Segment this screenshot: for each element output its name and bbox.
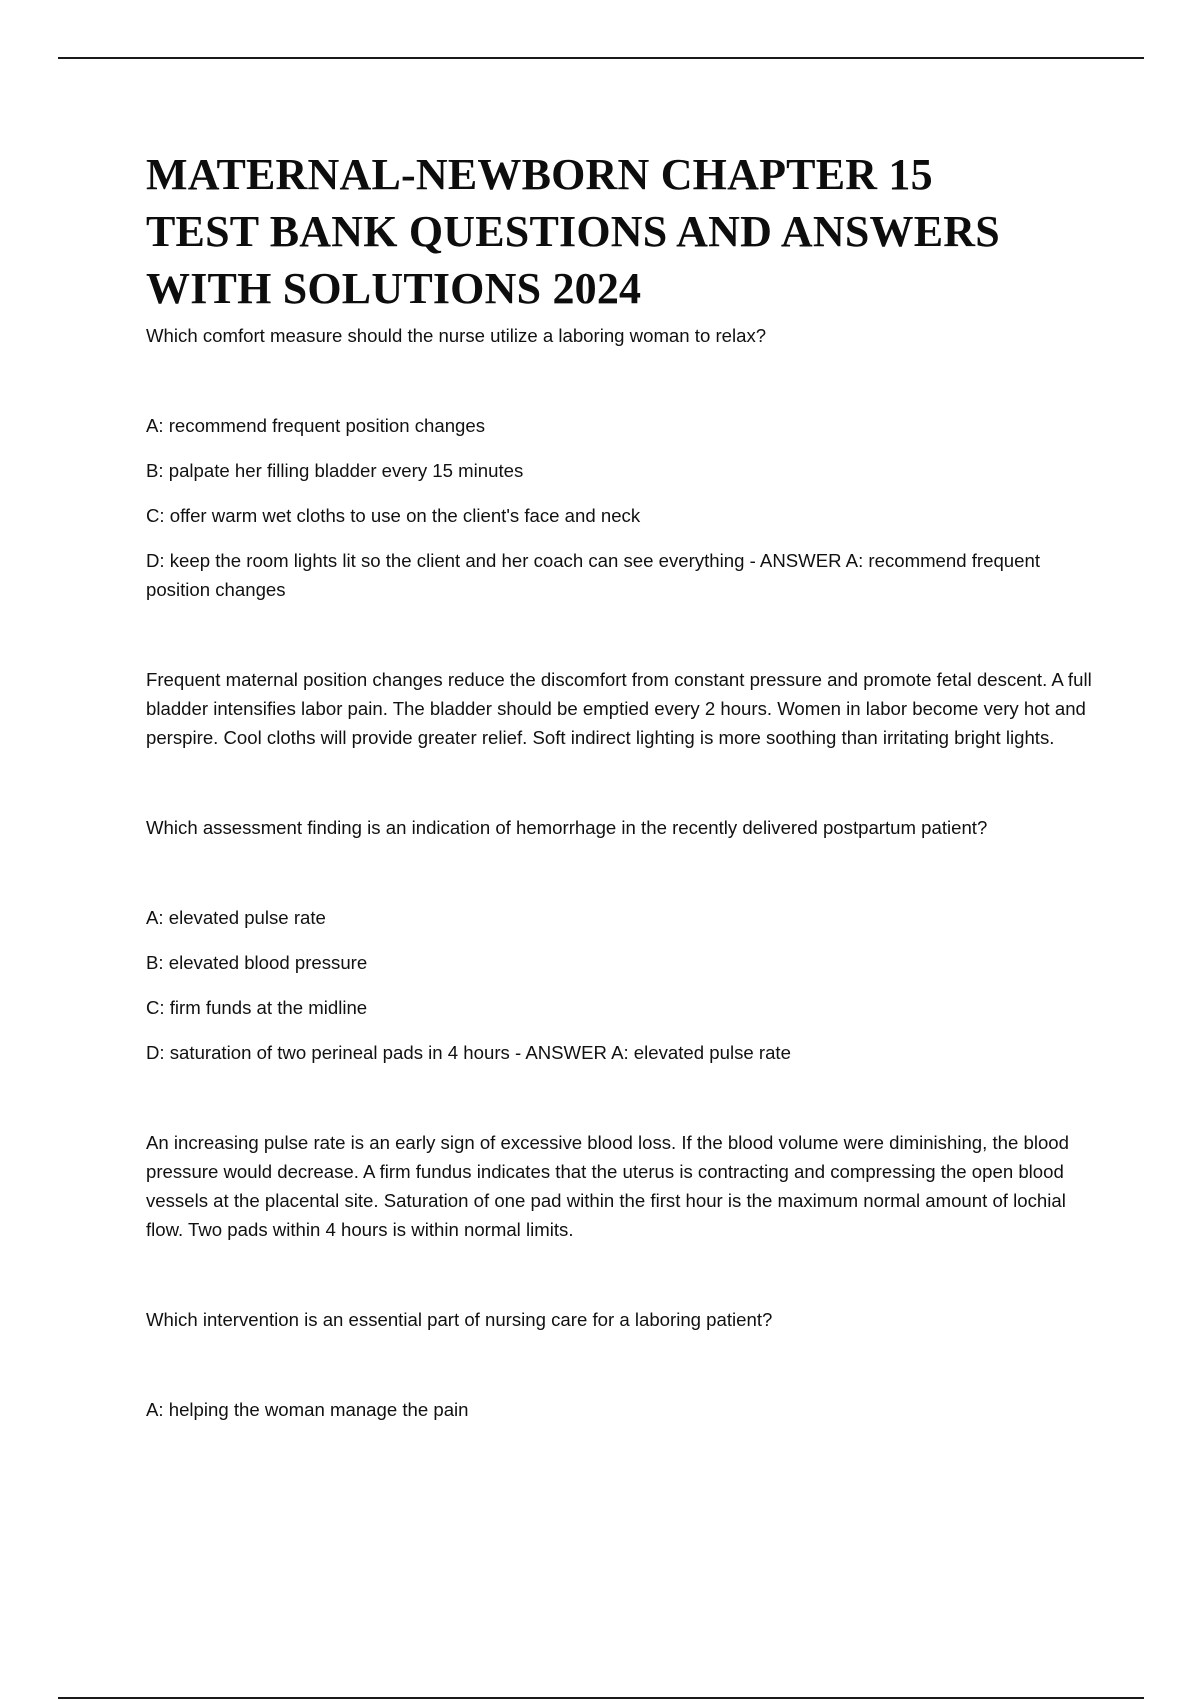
question-1-option-a: A: recommend frequent position changes [146,415,486,436]
question-2-option-a: A: elevated pulse rate [146,907,326,928]
question-2-text: Which assessment finding is an indication of hemorrhage in the recently delivered postpartum patient? [146,817,988,838]
bottom-horizontal-rule [58,1697,1144,1699]
question-2-option-d-answer: D: saturation of two perineal pads in 4 hours - ANSWER A: elevated pulse rate [146,1042,791,1063]
question-3-option-a: A: helping the woman manage the pain [146,1399,469,1420]
top-horizontal-rule [58,57,1144,59]
question-1-option-c: C: offer warm wet cloths to use on the client's face and neck [146,505,641,526]
document-title [146,146,1096,317]
question-1-option-b: B: palpate her filling bladder every 15 minutes [146,460,524,481]
title-line-1: MATERNAL-NEWBORN CHAPTER 15 [146,150,933,199]
question-1-option-d-answer: D: keep the room lights lit so the client and her coach can see everything - ANSWER A: recommend frequent position changes [146,550,1040,600]
question-2-rationale: An increasing pulse rate is an early sign of excessive blood loss. If the blood volume were diminishing, the blood pressure would decrease. A firm fundus indicates that the uterus is contracting and compressing the open blood vessels at the placental site. Saturation of one pad within the first hour is the maximum normal amount of lochial flow. Two pads within 4 hours is within normal limits. [146,1132,1069,1240]
question-3-text: Which intervention is an essential part of nursing care for a laboring patient? [146,1309,773,1330]
question-2-option-c: C: firm funds at the midline [146,997,368,1018]
document-body [146,146,1096,1424]
question-1-rationale: Frequent maternal position changes reduce the discomfort from constant pressure and promote fetal descent. A full bladder intensifies labor pain. The bladder should be emptied every 2 hours. Women in labor become very hot and perspire. Cool cloths will provide greater relief. Soft indirect lighting is more soothing than irritating bright lights. [146,669,1092,748]
question-1-text: Which comfort measure should the nurse utilize a laboring woman to relax? [146,325,767,346]
question-2-option-b: B: elevated blood pressure [146,952,368,973]
title-line-3: WITH SOLUTIONS 2024 [146,264,642,313]
title-line-2: TEST BANK QUESTIONS AND ANSWERS [146,207,1000,256]
